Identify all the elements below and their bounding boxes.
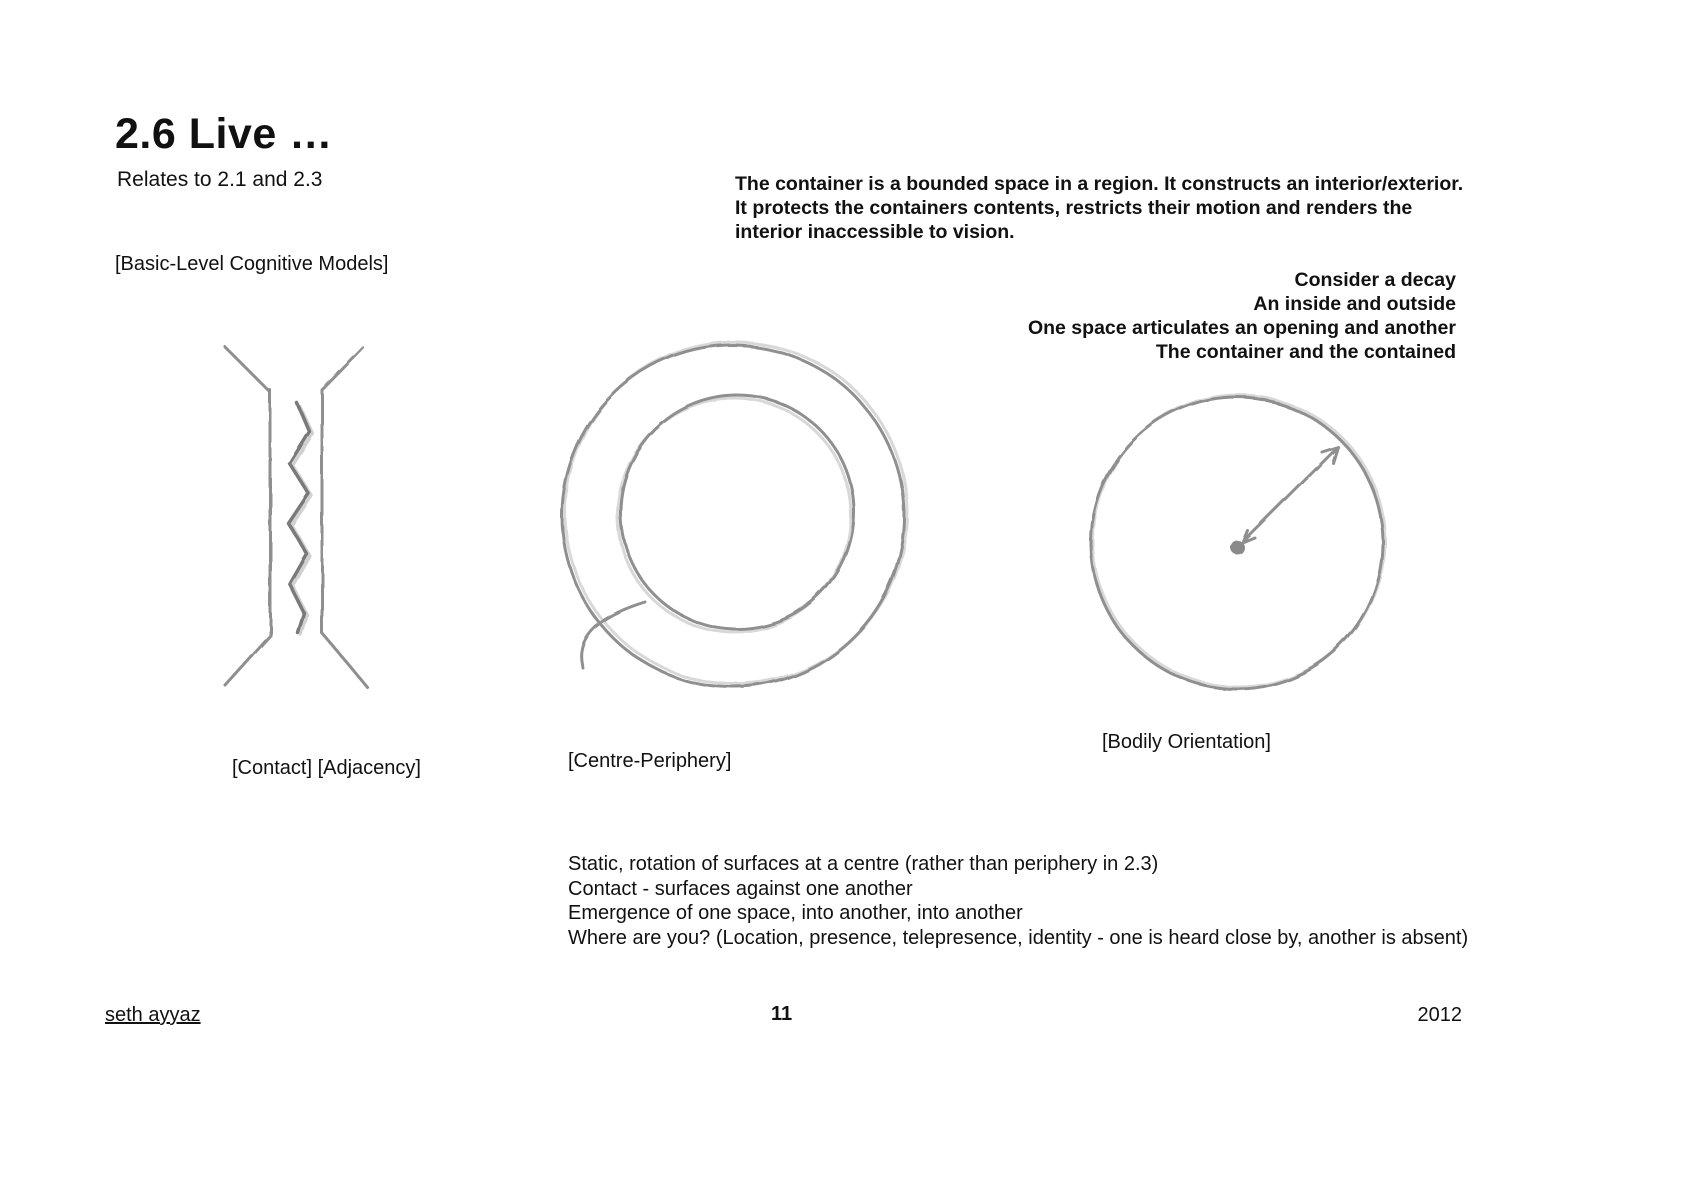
bottom-left-diagonal-line xyxy=(225,635,270,685)
basic-level-models-label: [Basic-Level Cognitive Models] xyxy=(115,253,389,275)
decay-line: Consider a decay xyxy=(1294,269,1456,291)
top-left-diagonal-line xyxy=(225,347,270,392)
notes-line: Emergence of one space, into another, into another xyxy=(568,902,1023,924)
footer-page-number: 11 xyxy=(771,1003,793,1025)
footer-year: 2012 xyxy=(1417,1004,1462,1026)
container-paragraph-line: It protects the containers contents, restricts their motion and renders the xyxy=(735,197,1413,219)
container-paragraph-line: The container is a bounded space in a region. It constructs an interior/exterior. xyxy=(735,173,1464,195)
contact-adjacency-drawing xyxy=(225,347,368,688)
orientation-circle-ghost xyxy=(1093,395,1385,687)
decay-line: One space articulates an opening and another xyxy=(1027,317,1456,339)
container-paragraph-line: interior inaccessible to vision. xyxy=(735,221,1015,243)
notes-block xyxy=(568,852,1468,950)
decay-text-block xyxy=(1028,268,1456,364)
notes-line: Where are you? (Location, presence, telepresence, identity - one is heard close by, another is absent) xyxy=(568,926,1469,949)
page-subtitle: Relates to 2.1 and 2.3 xyxy=(117,168,323,191)
notes-line: Static, rotation of surfaces at a centre (rather than periphery in 2.3) xyxy=(568,853,1159,875)
contact-adjacency-label: [Contact] [Adjacency] xyxy=(232,757,421,779)
decay-line: An inside and outside xyxy=(1253,293,1456,315)
inner-circle-ghost xyxy=(617,398,851,632)
centre-periphery-drawing xyxy=(562,342,907,687)
footer-author-link[interactable]: seth ayyaz xyxy=(105,1004,201,1026)
bottom-right-diagonal-line xyxy=(322,633,368,688)
top-right-diagonal-line xyxy=(322,348,363,390)
decay-line: The container and the contained xyxy=(1155,341,1456,363)
bodily-orientation-label: [Bodily Orientation] xyxy=(1102,731,1271,753)
orientation-arrow-line xyxy=(1245,450,1335,540)
centre-periphery-sketch xyxy=(555,335,920,700)
contact-adjacency-sketch xyxy=(210,335,385,705)
centre-periphery-label: [Centre-Periphery] xyxy=(568,750,732,772)
bodily-orientation-sketch xyxy=(1080,388,1400,703)
bodily-orientation-drawing xyxy=(1091,395,1385,689)
page-title: 2.6 Live … xyxy=(115,110,333,158)
notes-line: Contact - surfaces against one another xyxy=(568,877,913,900)
container-paragraph xyxy=(735,172,1463,244)
